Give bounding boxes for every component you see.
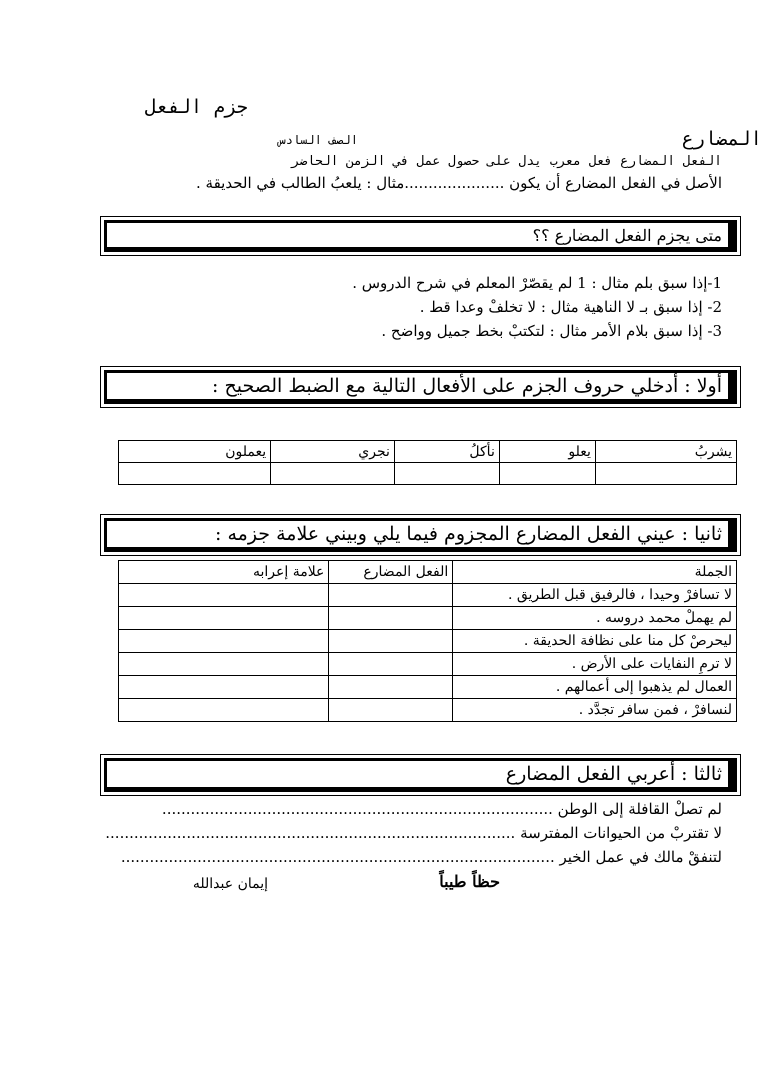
answer-cell[interactable]: [329, 676, 453, 699]
parse-item-1: لم تصلْ القافلة إلى الوطن ..................................................................................: [161, 800, 722, 818]
section2-label: ثانيا : عيني الفعل المضارع المجزوم فيما يلي وبيني علامة جزمه :: [104, 518, 737, 552]
verbs-table: [118, 440, 737, 485]
answer-cell[interactable]: [595, 463, 736, 485]
table-row: [119, 630, 737, 653]
answer-cell[interactable]: [119, 676, 329, 699]
sentence-cell: لا تسافرْ وحيدا ، فالرفيق قبل الطريق .: [453, 584, 737, 607]
good-luck: حظاً طيباً: [439, 872, 500, 891]
origin-line: الأصل في الفعل المضارع أن يكون .....................مثال : يلعبُ الطالب في الحديقة .: [196, 174, 722, 192]
verb-cell: نجري: [271, 441, 395, 463]
subtitle-word: المضارع: [681, 128, 762, 150]
answer-cell[interactable]: [499, 463, 595, 485]
answer-cell[interactable]: [119, 630, 329, 653]
table-row: [119, 584, 737, 607]
parse-item-3: لتنفقْ مالك في عمل الخير ...........................................................................................: [120, 848, 722, 866]
verb-cell: يشربُ: [595, 441, 736, 463]
answer-cell[interactable]: [329, 584, 453, 607]
table-row: [119, 653, 737, 676]
answer-cell[interactable]: [119, 463, 271, 485]
header-verb: الفعل المضارع: [329, 561, 453, 584]
rule-3: 3- إذا سبق بلام الأمر مثال : لتكتبْ بخط جميل وواضح .: [381, 322, 722, 340]
answer-cell[interactable]: [119, 607, 329, 630]
table-row: [119, 699, 737, 722]
sentences-table: [118, 560, 737, 722]
question-box: [100, 216, 741, 256]
header-mark: علامة إعرابه: [119, 561, 329, 584]
sentence-cell: لنسافرْ ، فمن سافر تجدَّد .: [453, 699, 737, 722]
verb-cell: نأكلُ: [394, 441, 499, 463]
answer-cell[interactable]: [271, 463, 395, 485]
section3-box: [100, 754, 741, 796]
table-row: [119, 607, 737, 630]
parse-item-2: لا تقتربْ من الحيوانات المفترسة ......................................................................................: [105, 824, 722, 842]
answer-cell[interactable]: [329, 699, 453, 722]
table-header-row: [119, 561, 737, 584]
grade-label: الصف السادس: [278, 133, 358, 147]
header-sentence: الجملة: [453, 561, 737, 584]
table-row: [119, 441, 737, 463]
table-row: [119, 463, 737, 485]
answer-cell[interactable]: [329, 653, 453, 676]
sentence-cell: العمال لم يذهبوا إلى أعمالهم .: [453, 676, 737, 699]
section1-label: أولا : أدخلي حروف الجزم على الأفعال التالية مع الضبط الصحيح :: [104, 370, 737, 404]
sentence-cell: ليحرصْ كل منا على نظافة الحديقة .: [453, 630, 737, 653]
author-name: إيمان عبدالله: [192, 876, 268, 892]
section3-label: ثالثا : أعربي الفعل المضارع: [104, 758, 737, 792]
question-label: متى يجزم الفعل المضارع ؟؟: [104, 220, 737, 252]
answer-cell[interactable]: [329, 607, 453, 630]
table-row: [119, 676, 737, 699]
rule-1: 1-إذا سبق بلم مثال : 1 لم يقصّرْ المعلم في شرح الدروس .: [352, 274, 722, 292]
definition-line: الفعل المضارع فعل معرب يدل على حصول عمل في الزمن الحاضر: [291, 154, 722, 169]
rule-2: 2- إذا سبق بـ لا الناهية مثال : لا تخلفْ وعدا قط .: [419, 298, 722, 316]
section1-box: [100, 366, 741, 408]
answer-cell[interactable]: [119, 699, 329, 722]
verb-cell: يعلو: [499, 441, 595, 463]
verb-cell: يعملون: [119, 441, 271, 463]
section2-box: [100, 514, 741, 556]
page-title: جزم الفعل: [145, 96, 248, 118]
answer-cell[interactable]: [119, 584, 329, 607]
answer-cell[interactable]: [394, 463, 499, 485]
sentence-cell: لا ترمِ النفايات على الأرض .: [453, 653, 737, 676]
sentence-cell: لم يهملْ محمد دروسه .: [453, 607, 737, 630]
answer-cell[interactable]: [329, 630, 453, 653]
answer-cell[interactable]: [119, 653, 329, 676]
